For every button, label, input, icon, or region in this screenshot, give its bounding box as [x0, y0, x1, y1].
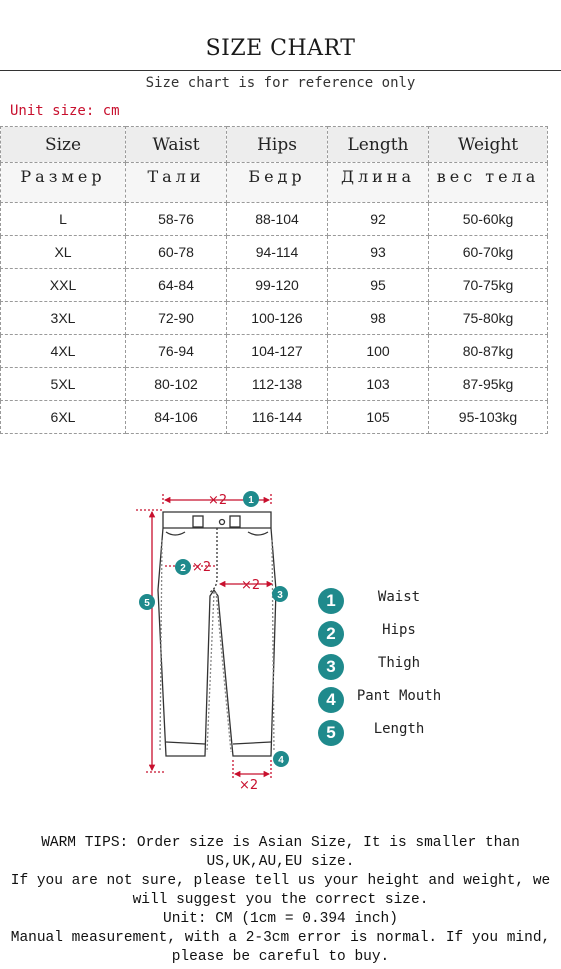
svg-text:4: 4 [278, 755, 284, 766]
cell-length: 92 [328, 203, 429, 236]
cell-size: 5XL [1, 368, 126, 401]
legend-number: 1 [318, 588, 344, 614]
cell-hips: 88-104 [227, 203, 328, 236]
pants-measurement-diagram [130, 480, 300, 800]
cell-hips: 116-144 [227, 401, 328, 434]
table-row [1, 335, 548, 368]
legend-number: 2 [318, 621, 344, 647]
title-divider [0, 70, 561, 71]
legend-number: 4 [318, 687, 344, 713]
marker-2 [175, 559, 191, 575]
svg-text:1: 1 [248, 495, 254, 506]
legend-label: Hips [382, 622, 416, 638]
cell-size: XXL [1, 269, 126, 302]
cell-length: 105 [328, 401, 429, 434]
cell-waist: 58-76 [126, 203, 227, 236]
cell-weight: 87-95kg [429, 368, 548, 401]
pant-mouth-x2: ×2 [239, 778, 259, 793]
cell-hips: 100-126 [227, 302, 328, 335]
size-table [0, 126, 548, 434]
header-weight: Weight [429, 127, 548, 163]
cell-waist: 64-84 [126, 269, 227, 302]
waist-x2: ×2 [208, 493, 228, 508]
cell-length: 93 [328, 236, 429, 269]
tips-line: Unit: CM (1cm = 0.394 inch) [163, 911, 398, 927]
cell-length: 103 [328, 368, 429, 401]
reference-note: Size chart is for reference only [145, 75, 416, 91]
pants-outline [158, 512, 276, 756]
table-header-row [1, 127, 548, 163]
legend-number: 3 [318, 654, 344, 680]
unit-label: Unit size: cm [10, 103, 120, 119]
header-size-ru: Размер [1, 163, 126, 203]
cell-weight: 75-80kg [429, 302, 548, 335]
header-length-ru: Длина [328, 163, 429, 203]
cell-size: XL [1, 236, 126, 269]
header-hips-ru: Бедр [227, 163, 328, 203]
cell-weight: 95-103kg [429, 401, 548, 434]
cell-weight: 50-60kg [429, 203, 548, 236]
cell-hips: 112-138 [227, 368, 328, 401]
table-row [1, 269, 548, 302]
tips-line: WARM TIPS: Order size is Asian Size, It is smaller than US,UK,AU,EU size. [41, 835, 520, 870]
table-row [1, 236, 548, 269]
svg-text:2: 2 [180, 563, 186, 574]
cell-size: 6XL [1, 401, 126, 434]
table-row [1, 203, 548, 236]
header-size: Size [1, 127, 126, 163]
table-row [1, 368, 548, 401]
table-header-row-russian [1, 163, 548, 203]
table-row [1, 401, 548, 434]
cell-waist: 72-90 [126, 302, 227, 335]
table-row [1, 302, 548, 335]
header-weight-ru: вес тела [429, 163, 548, 203]
header-waist: Waist [126, 127, 227, 163]
hips-x2: ×2 [192, 560, 212, 575]
page-title: SIZE CHART [205, 36, 356, 61]
svg-text:3: 3 [277, 590, 283, 601]
legend-label: Thigh [377, 655, 421, 671]
cell-length: 98 [328, 302, 429, 335]
cell-size: L [1, 203, 126, 236]
cell-hips: 99-120 [227, 269, 328, 302]
cell-hips: 104-127 [227, 335, 328, 368]
pant-mouth-measure [233, 760, 271, 780]
legend-number: 5 [318, 720, 344, 746]
marker-5 [139, 594, 155, 610]
marker-1 [243, 491, 259, 507]
cell-size: 3XL [1, 302, 126, 335]
svg-text:5: 5 [144, 598, 150, 609]
cell-weight: 80-87kg [429, 335, 548, 368]
legend-label: Waist [377, 589, 421, 605]
cell-size: 4XL [1, 335, 126, 368]
cell-length: 100 [328, 335, 429, 368]
tips-line: Manual measurement, with a 2-3cm error is normal. If you mind, please be careful to buy. [10, 930, 551, 965]
cell-waist: 80-102 [126, 368, 227, 401]
cell-waist: 60-78 [126, 236, 227, 269]
cell-hips: 94-114 [227, 236, 328, 269]
warm-tips [0, 834, 561, 967]
tips-line: If you are not sure, please tell us your height and weight, we will suggest you the correct size. [10, 873, 551, 908]
legend-label: Pant Mouth [356, 688, 442, 704]
cell-waist: 76-94 [126, 335, 227, 368]
header-waist-ru: Тали [126, 163, 227, 203]
legend-label: Length [373, 721, 425, 737]
cell-waist: 84-106 [126, 401, 227, 434]
cell-length: 95 [328, 269, 429, 302]
marker-3 [272, 586, 288, 602]
cell-weight: 70-75kg [429, 269, 548, 302]
cell-weight: 60-70kg [429, 236, 548, 269]
thigh-x2: ×2 [241, 578, 261, 593]
header-hips: Hips [227, 127, 328, 163]
header-length: Length [328, 127, 429, 163]
marker-4 [273, 751, 289, 767]
